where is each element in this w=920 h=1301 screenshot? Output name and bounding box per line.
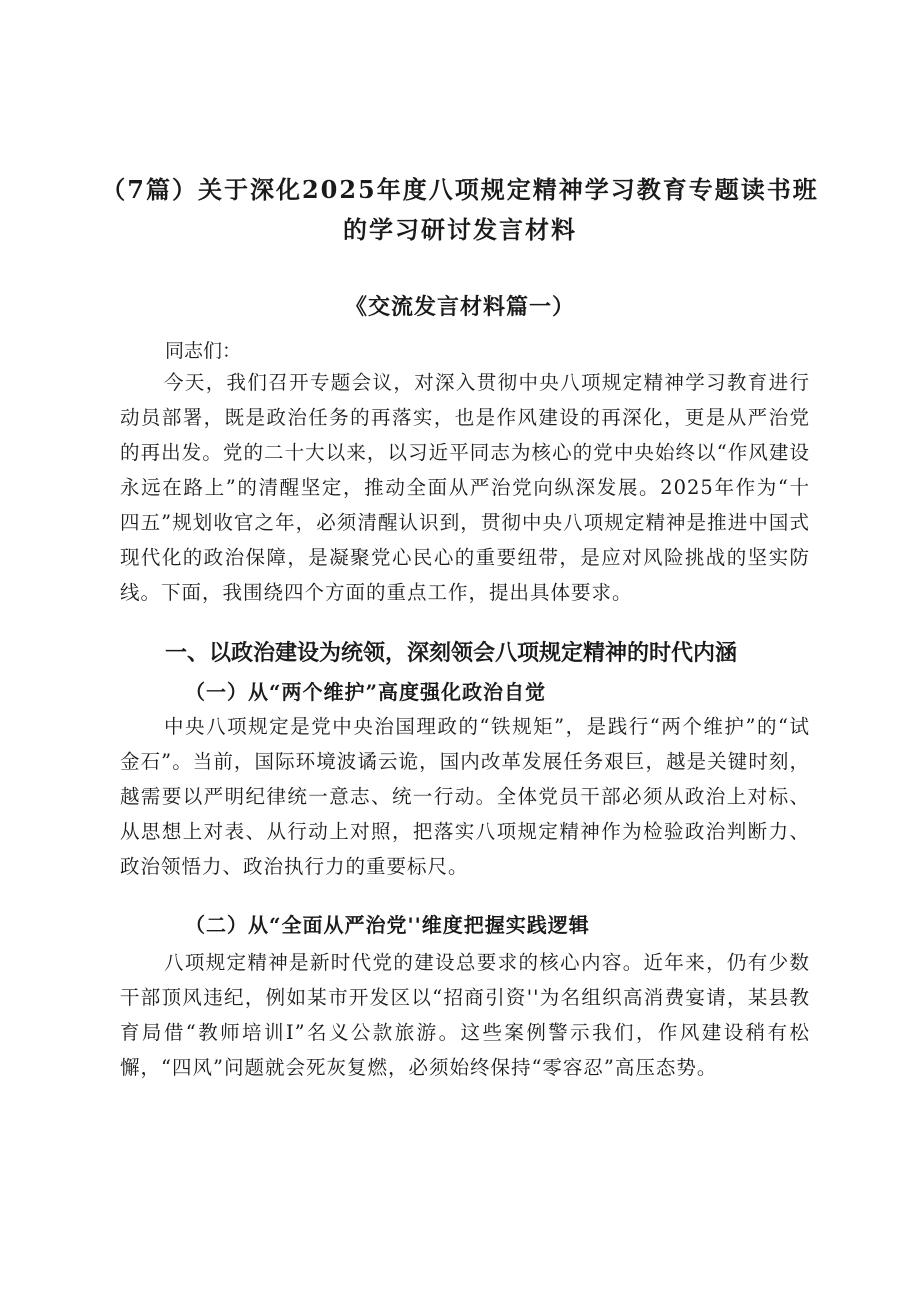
document-subtitle: 《交流发言材料篇一） <box>344 295 575 320</box>
paragraph-subsection-1-2: 八项规定精神是新时代党的建设总要求的核心内容。近年来，仍有少数干部顶风违纪，例如某市开发区以“招商引资''为名组织高消费宴请，某县教育局借“教师培训I”名义公款旅游。这些案例警示我们，作风建设稍有松懈，“四风”问题就会死灰复燃，必须始终保持“零容忍”高压态势。 <box>120 951 810 1079</box>
paragraph-intro: 今天，我们召开专题会议，对深入贯彻中央八项规定精神学习教育进行动员部署，既是政治任务的再落实，也是作风建设的再深化，更是从严治党的再出发。党的二十大以来，以习近平同志为核心的党中央始终以“作风建设永远在路上”的清醒坚定，推动全面从严治党向纵深发展。2025年作为“十四五”规划收官之年，必须清醒认识到，贯彻中央八项规定精神是推进中国式现代化的政治保障，是凝聚党心民心的重要纽带，是应对风险挑战的坚实防线。下面，我围绕四个方面的重点工作，提出具体要求。 <box>120 371 810 604</box>
section-heading-1: 一、以政治建设为统领，深刻领会八项规定精神的时代内涵 <box>165 641 738 666</box>
subsection-heading-1-2: （二）从“全面从严治党''维度把握实践逻辑 <box>185 913 590 937</box>
subsection-heading-1-1: （一）从“两个维护”高度强化政治自觉 <box>185 680 547 704</box>
salutation: 同志们： <box>165 340 242 362</box>
document-title-line-2: 的学习研讨发言材料 <box>343 215 577 244</box>
paragraph-subsection-1-1: 中央八项规定是党中央治国理政的“铁规矩”，是践行“两个维护”的“试金石”。当前，国际环境波谲云诡，国内改革发展任务艰巨，越是关键时刻，越需要以严明纪律统一意志、统一行动。全体党员干部必须从政治上对标、从思想上对表、从行动上对照，把落实八项规定精神作为检验政治判断力、政治领悟力、政治执行力的重要标尺。 <box>120 715 810 878</box>
document-title-line-1: （7篇）关于深化2025年度八项规定精神学习教育专题读书班 <box>101 175 819 204</box>
